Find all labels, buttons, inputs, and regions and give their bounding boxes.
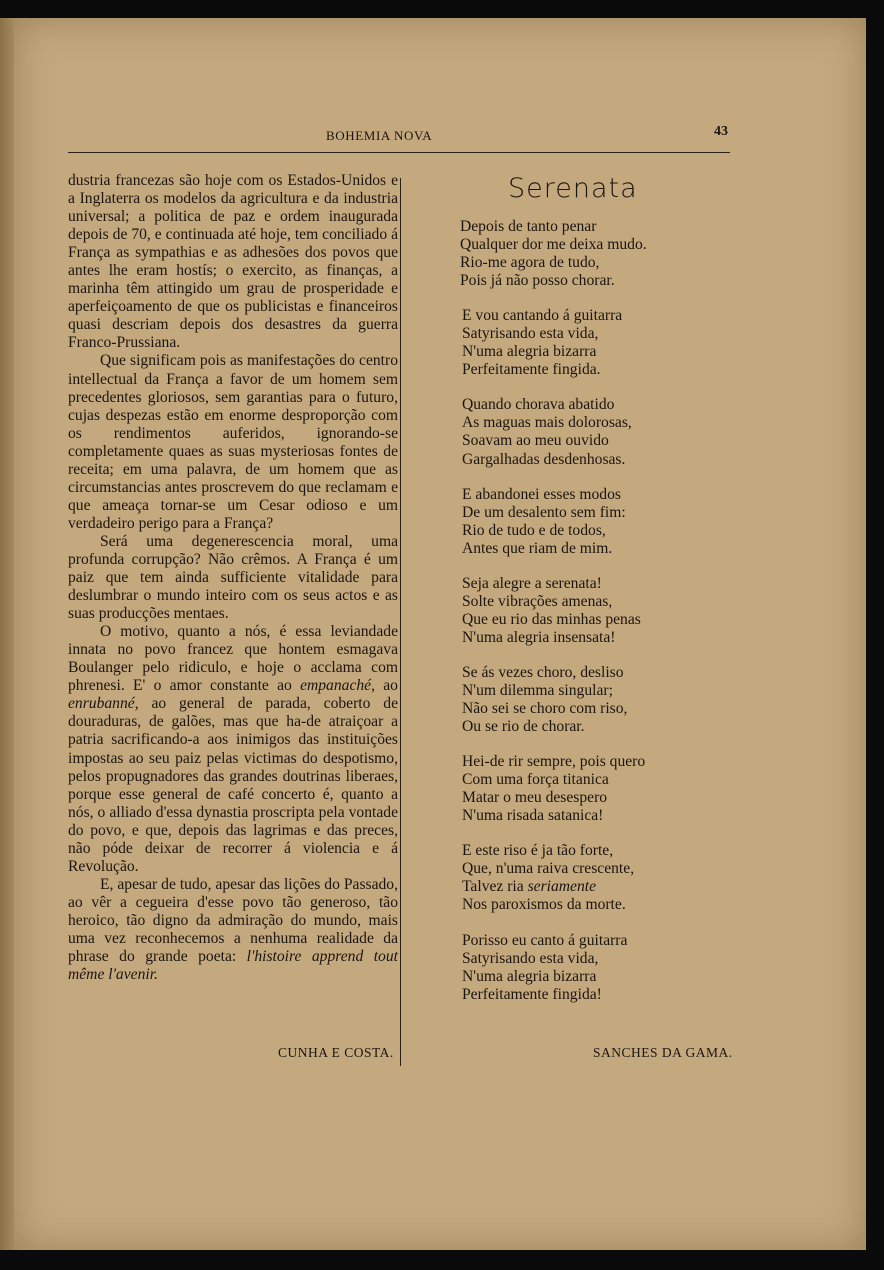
verse-line: Que, n'uma raiva crescente, <box>462 860 635 878</box>
verse-line <box>460 878 730 896</box>
paragraph: dustria francezas são hoje com os Estados-Unidos e a Inglaterra os modelos da agricultura e da industria universal; a politica de paz e ordem inaugurada depois de 70, e continuada até hoje, tem conciliado á França as sympathias e as adhesões dos povos que antes lhe eram hostís; o exercito, as finanças, a marinha têm attingido um grau de prosperidade e aperfeiçoamento de que os publicistas e financeiros quasi descriam depois dos desastres da guerra Franco-Prussiana. <box>68 172 398 352</box>
verse-line: N'uma risada satanica! <box>462 807 604 825</box>
verse-line: Seja alegre a serenata! <box>462 574 602 592</box>
verse-line: E abandonei esses modos <box>462 485 621 503</box>
paragraph-text: ao general de parada, coberto de douraduras, de galões, mas que ha-de atraiçoar a patria sacrificando-a aos inimigos das instituições impostas ao seu paiz pelas victimas do despotismo, pelos propugnadores das grandes doutrinas liberaes, porque esse general de café concerto é, quanto a nós, o alliado d'essa dynastia proscripta pela vontade do povo, e que, depois das lagrimas e das preces, não póde deixar de recorrer á violencia e á Revolução. <box>68 695 398 875</box>
verse-line: Matar o meu desespero <box>462 789 608 807</box>
verse-line: Não sei se choro com riso, <box>462 700 628 718</box>
verse-line: Com uma força titanica <box>462 771 609 789</box>
verse-line: Rio-me agora de tudo, <box>460 254 600 272</box>
poet-signature: SANCHES DA GAMA. <box>593 1045 733 1060</box>
verse-line: De um desalento sem fim: <box>462 503 626 521</box>
prose-column <box>68 172 398 984</box>
italic-term: empanaché, <box>300 677 375 695</box>
verse-line: E vou cantando á guitarra <box>462 307 623 325</box>
stanza <box>460 664 730 736</box>
verse-line: Perfeitamente fingida. <box>462 361 601 379</box>
header-rule <box>68 152 730 153</box>
paragraph-text: O motivo, quanto a nós, é essa leviandade innata no povo francez que hontem esmagava Boulanger pelo ridiculo, e hoje o acclama com phrenesi. E' o amor constante ao <box>68 623 398 695</box>
verse-line: Satyrisando esta vida, <box>462 325 599 343</box>
stanza <box>460 932 730 1004</box>
verse-line: Soavam ao meu ouvido <box>462 432 609 450</box>
verse-line: Que eu rio das minhas penas <box>462 610 641 628</box>
verse-line: Nos paroxismos da morte. <box>462 896 626 914</box>
stanza <box>460 486 730 558</box>
verse-line: Perfeitamente fingida! <box>462 985 602 1003</box>
stanza <box>460 842 730 914</box>
verse-line: Solte vibrações amenas, <box>462 592 613 610</box>
verse-line: N'uma alegria bizarra <box>462 967 597 985</box>
verse-line: E este riso é ja tão forte, <box>462 842 614 860</box>
verse-line: Satyrisando esta vida, <box>462 949 599 967</box>
running-title: BOHEMIA NOVA <box>326 128 433 143</box>
verse-line: As maguas mais dolorosas, <box>462 414 632 432</box>
paragraph: Será uma degenerescencia moral, uma profunda corrupção? Não crêmos. A França é um paiz que tem ainda sufficiente vitalidade para deslumbrar o mundo inteiro com os seus actos e as suas producções mentaes. <box>68 532 398 623</box>
stanza <box>460 307 730 379</box>
author-signature: CUNHA E COSTA. <box>278 1045 394 1060</box>
stanza <box>460 396 730 468</box>
verse-line: N'uma alegria insensata! <box>462 628 616 646</box>
verse-line: Hei-de rir sempre, pois quero <box>462 753 646 771</box>
verse-line: Quando chorava abatido <box>462 396 615 414</box>
paragraph <box>68 876 398 984</box>
verse-line: Se ás vezes choro, desliso <box>462 663 624 681</box>
verse-line: Depois de tanto penar <box>460 218 597 235</box>
verse-line: Antes que riam de mim. <box>462 539 613 557</box>
verse-text: Talvez ria <box>462 878 528 896</box>
paragraph-text: E, apesar de tudo, apesar das lições do Passado, ao vêr a cegueira d'esse povo tão generoso, tão heroico, tão digno da admiração do mundo, mais uma vez reconhecemos a nenhuma realidade da phrase do grande poeta: <box>68 875 398 966</box>
italic-quote: l'histoire apprend tout même l'avenir. <box>68 948 398 984</box>
verse-line: Gargalhadas desdenhosas. <box>462 450 626 468</box>
verse-line: Ou se rio de chorar. <box>462 718 585 736</box>
paragraph: Que significam pois as manifestações do centro intellectual da França a favor de um homem sem precedentes gloriosos, sem garantias para o futuro, cujas despezas estão em enorme desproporção com os rendimentos auferidos, ignorando-se completamente quaes as suas mysteriosas fontes de receita; em uma palavra, de um homem que as circumstancias antes proscrevem do que reclamam e que ameaça tornar-se um Cesar odioso e um verdadeiro perigo para a França? <box>68 352 398 532</box>
verse-line: N'uma alegria bizarra <box>462 343 597 361</box>
verse-line: Porisso eu canto á guitarra <box>462 931 628 949</box>
paragraph <box>68 623 398 876</box>
verse-line: Rio de tudo e de todos, <box>462 521 606 539</box>
column-divider <box>400 178 401 1066</box>
italic-term: enrubanné, <box>68 695 139 713</box>
verse-line: Pois já não posso chorar. <box>460 272 615 290</box>
page-header <box>68 124 732 152</box>
verse-line: Qualquer dor me deixa mudo. <box>460 236 647 254</box>
page-number: 43 <box>714 124 728 139</box>
verse-line: N'um dilemma singular; <box>462 681 613 699</box>
italic-word: seriamente <box>527 878 596 896</box>
stanza <box>460 753 730 825</box>
poem-column <box>460 172 730 1021</box>
stanza <box>460 218 730 290</box>
stanza <box>460 575 730 647</box>
poem-title: Serenata <box>508 173 638 204</box>
paragraph-text: ao <box>375 677 398 695</box>
